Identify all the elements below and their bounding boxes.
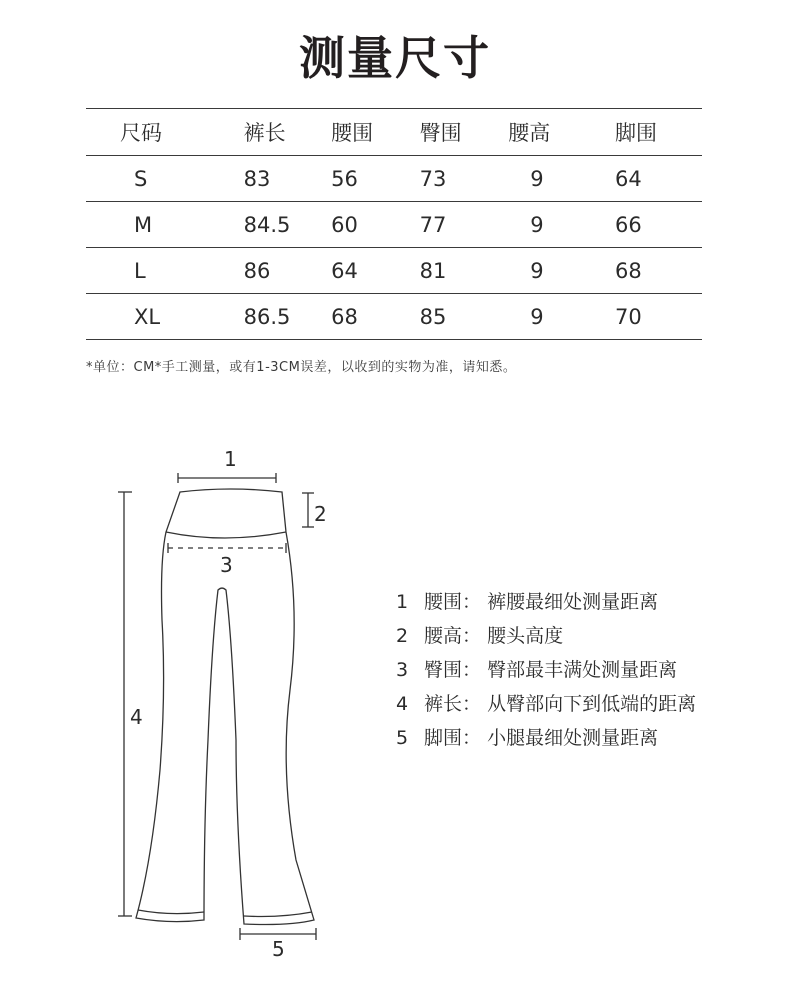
table-row [86,202,702,248]
page-title: 测量尺寸 [299,31,491,85]
table-cell: 9 [508,248,615,294]
table-cell: 85 [420,294,509,340]
legend-name: 腰高： [424,625,482,647]
legend-number: 1 [396,591,409,613]
table-cell: 56 [331,156,420,202]
header-cell: 腰高 [508,109,615,156]
table-row [86,248,702,294]
size-cell: L [86,248,244,294]
table-cell: 86 [244,248,331,294]
size-table [86,108,702,340]
legend-description: 腰头高度 [487,625,564,647]
legend-item [396,721,696,755]
table-cell: 66 [615,202,702,248]
table-cell: 83 [244,156,331,202]
legend-item [396,653,696,687]
table-cell: 86.5 [244,294,331,340]
table-cell: 9 [508,202,615,248]
diagram-label-5: 5 [272,937,285,961]
hem-line-right [244,912,312,917]
legend-name: 裤长： [424,693,482,715]
legend-item [396,619,696,653]
diagram-label-3: 3 [220,553,233,577]
size-cell: S [86,156,244,202]
pants-diagram [100,440,360,980]
legend-description: 臀部最丰满处测量距离 [487,659,678,681]
table-cell: 84.5 [244,202,331,248]
legend-description: 裤腰最细处测量距离 [487,591,659,613]
header-cell: 臀围 [420,109,509,156]
table-cell: 68 [331,294,420,340]
legend-number: 4 [396,693,409,715]
waistband-line [166,532,286,538]
table-row [86,156,702,202]
table-header-row [86,109,702,156]
header-cell: 脚围 [615,109,702,156]
legend-item [396,687,696,721]
diagram-label-2: 2 [314,502,327,526]
header-cell: 腰围 [331,109,420,156]
table-cell: 70 [615,294,702,340]
diagram-label-4: 4 [130,705,143,729]
table-cell: 9 [508,294,615,340]
table-cell: 64 [615,156,702,202]
header-cell: 裤长 [244,109,331,156]
legend-name: 腰围： [424,591,482,613]
size-cell: M [86,202,244,248]
legend-description: 小腿最细处测量距离 [487,727,659,749]
measurement-note: *单位：CM*手工测量，或有1-3CM误差，以收到的实物为准，请知悉。 [86,360,517,375]
legend-item [396,585,696,619]
table-cell: 9 [508,156,615,202]
hem-line-left [138,910,204,914]
legend-name: 臀围： [424,659,482,681]
measurement-legend [396,585,696,755]
table-cell: 60 [331,202,420,248]
table-cell: 73 [420,156,509,202]
size-cell: XL [86,294,244,340]
diagram-label-1: 1 [224,447,237,471]
legend-number: 5 [396,727,409,749]
header-cell: 尺码 [86,109,244,156]
table-cell: 68 [615,248,702,294]
legend-number: 3 [396,659,409,681]
table-cell: 77 [420,202,509,248]
table-cell: 81 [420,248,509,294]
legend-name: 脚围： [424,727,482,749]
table-cell: 64 [331,248,420,294]
legend-number: 2 [396,625,409,647]
legend-description: 从臀部向下到低端的距离 [487,693,697,715]
table-row [86,294,702,340]
